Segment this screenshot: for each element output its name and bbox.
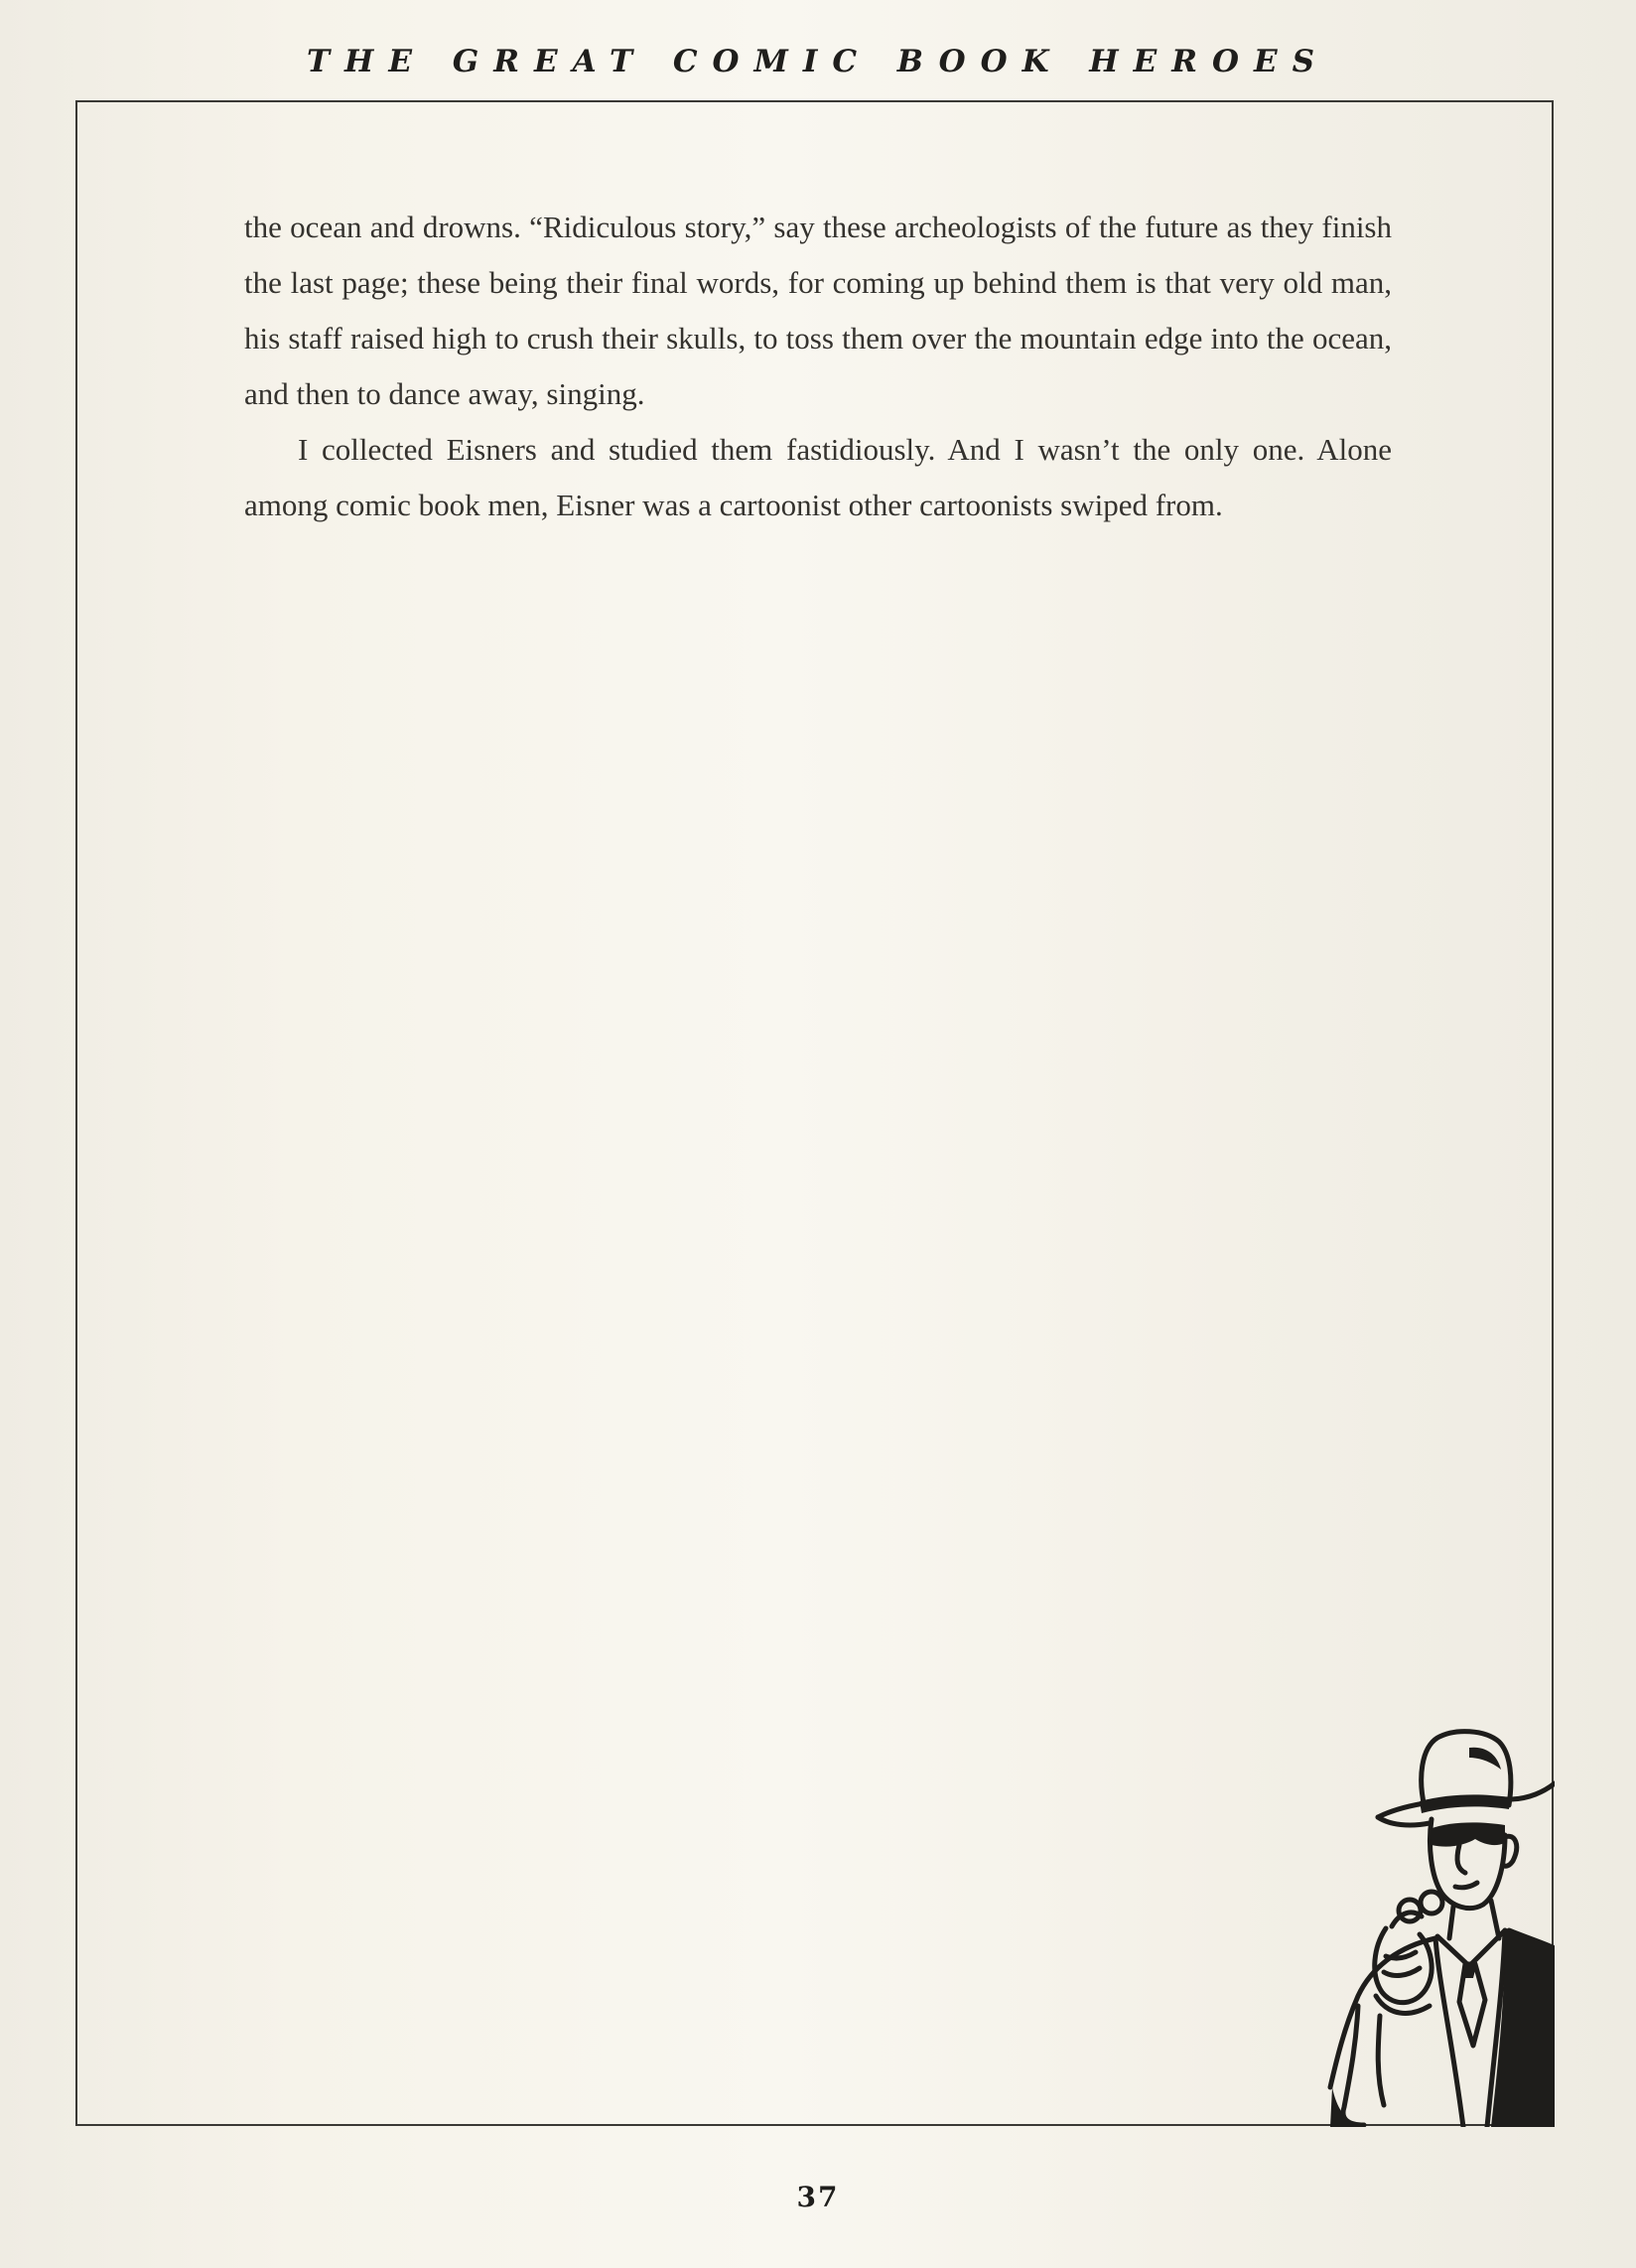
masked-man-illustration	[1261, 1718, 1555, 2127]
body-text	[244, 200, 1392, 533]
paragraph: I collected Eisners and studied them fastidiously. And I wasn’t the only one. Alone among comic book men, Eisner was a cartoonist other cartoonists swiped from.	[244, 432, 1392, 522]
running-head-title: THE GREAT COMIC BOOK HEROES	[306, 44, 1330, 79]
paragraph-continued: the ocean and drowns. “Ridiculous story,” say these archeologists of the future as they finish the last page; these being their final words, for coming up behind them is that very old man, his staff raised high to crush their skulls, to toss them over the mountain edge into the ocean, and then to dance away, singing.	[244, 210, 1392, 411]
page-number: 37	[796, 2181, 840, 2213]
